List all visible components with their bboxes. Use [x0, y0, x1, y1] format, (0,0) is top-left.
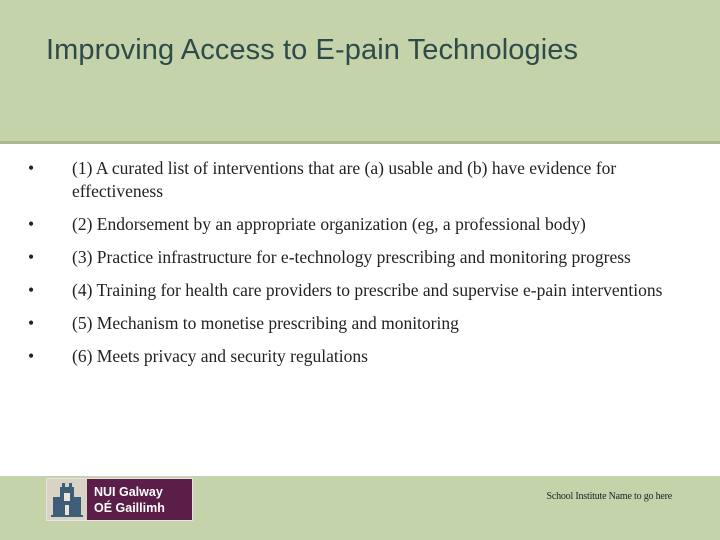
bullet-text: (3) Practice infrastructure for e-technology prescribing and monitoring progress: [72, 247, 631, 267]
bullet-marker: •: [28, 346, 35, 366]
bullet-item: [28, 157, 688, 203]
logo-line-english: NUI Galway: [94, 484, 163, 499]
university-logo: [46, 478, 193, 521]
header-divider: [0, 141, 720, 144]
logo-wordmark: [87, 479, 192, 520]
bullet-item: [28, 213, 688, 236]
bullet-text: (2) Endorsement by an appropriate organization (eg, a professional body): [72, 214, 586, 234]
bullet-text: (1) A curated list of interventions that are (a) usable and (b) have evidence for effectiveness: [72, 158, 617, 201]
bullet-list: [28, 157, 688, 378]
bullet-item: [28, 246, 688, 269]
bullet-item: [28, 312, 688, 335]
bullet-marker: •: [28, 247, 35, 267]
bullet-marker: •: [28, 158, 35, 178]
bullet-text: (5) Mechanism to monetise prescribing and monitoring: [72, 313, 459, 333]
university-tower-crest-icon: [47, 479, 87, 520]
logo-line-irish: OÉ Gaillimh: [94, 500, 165, 515]
bullet-marker: •: [28, 280, 35, 300]
bullet-item: [28, 345, 688, 368]
school-name-placeholder: School Institute Name to go here: [546, 491, 672, 502]
slide-title: Improving Access to E-pain Technologies: [46, 34, 579, 66]
bullet-text: (4) Training for health care providers to prescribe and supervise e-pain interventions: [72, 280, 663, 300]
bullet-marker: •: [28, 214, 35, 234]
bullet-item: [28, 279, 688, 302]
header-band: [0, 0, 720, 141]
bullet-marker: •: [28, 313, 35, 333]
bullet-text: (6) Meets privacy and security regulations: [72, 346, 368, 366]
